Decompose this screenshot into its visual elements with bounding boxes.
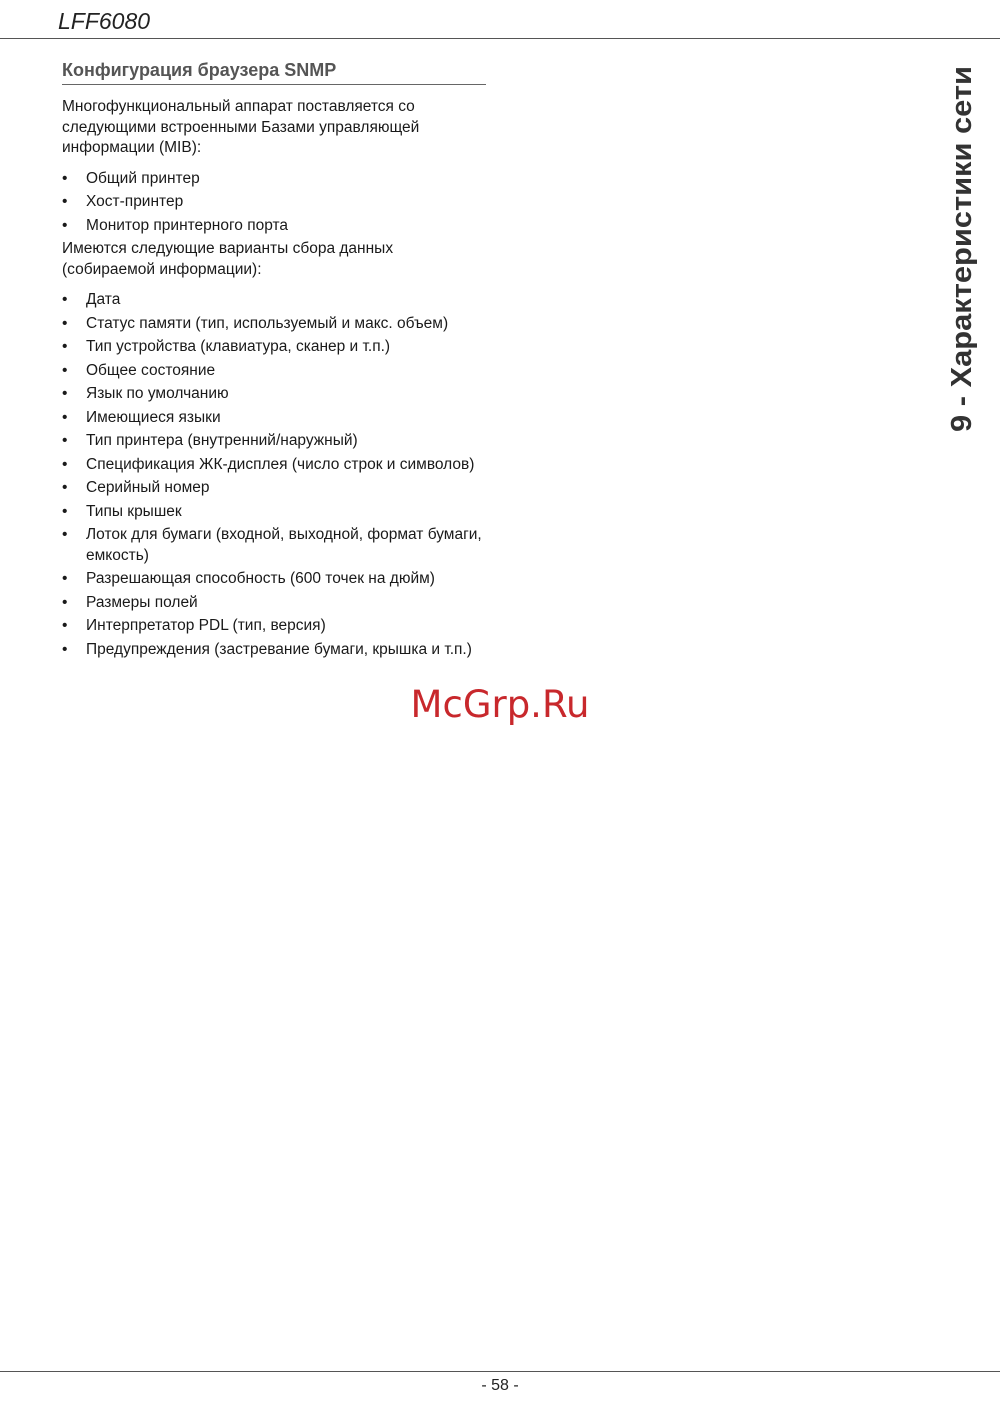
document-model-title: LFF6080 <box>58 8 151 34</box>
list-item <box>62 569 486 590</box>
main-content <box>62 60 486 663</box>
list-item <box>62 640 486 661</box>
bullet-icon: • <box>62 193 68 210</box>
list-item-text: Предупреждения (застревание бумаги, крышка и т.п.) <box>86 640 472 658</box>
list-item <box>62 455 486 476</box>
list-item <box>62 384 486 405</box>
list-item-text: Серийный номер <box>86 479 210 496</box>
list-item <box>62 478 486 499</box>
mib-intro-paragraph: Многофункциональный аппарат поставляется со следующими встроенными Базами управляющей информации (MIB): <box>62 98 420 156</box>
list-item-text: Тип принтера (внутренний/наружный) <box>86 432 358 449</box>
list-item <box>62 525 486 566</box>
list-item <box>62 616 486 637</box>
bullet-icon: • <box>62 432 68 449</box>
list-item <box>62 314 486 335</box>
list-item <box>62 361 486 382</box>
list-item-text: Типы крышек <box>86 502 182 520</box>
section-title: Конфигурация браузера SNMP <box>62 60 486 85</box>
bullet-icon: • <box>62 479 68 496</box>
list-item-text: Тип устройства (клавиатура, сканер и т.п.) <box>86 338 391 355</box>
list-item-text: Лоток для бумаги (входной, выходной, формат бумаги, емкость) <box>86 526 482 564</box>
chapter-side-tab-label: 9 - Характеристики сети <box>946 87 978 432</box>
bullet-icon: • <box>62 526 68 543</box>
mib-list <box>62 169 486 237</box>
bullet-icon: • <box>62 617 68 634</box>
bullet-icon: • <box>62 502 68 520</box>
chapter-side-tab <box>938 64 986 436</box>
list-item <box>62 337 486 358</box>
list-item-text: Размеры полей <box>86 593 198 611</box>
list-item-text: Монитор принтерного порта <box>86 216 289 234</box>
bullet-icon: • <box>62 338 68 355</box>
bullet-icon: • <box>62 216 68 234</box>
bullet-icon: • <box>62 455 68 473</box>
list-item <box>62 502 486 523</box>
bullet-icon: • <box>62 169 68 187</box>
bullet-icon: • <box>62 570 68 587</box>
watermark-logo: McGrp.Ru <box>410 683 590 726</box>
bullet-icon: • <box>62 593 68 611</box>
bullet-icon: • <box>62 408 68 426</box>
list-item <box>62 408 486 429</box>
bullet-icon: • <box>62 361 68 379</box>
list-item <box>62 593 486 614</box>
list-item-text: Имеющиеся языки <box>86 408 221 426</box>
list-item <box>62 216 486 237</box>
chapter-side-tab-graphic <box>938 64 986 436</box>
list-item-text: Спецификация ЖК-дисплея (число строк и символов) <box>86 455 475 473</box>
collection-options-list <box>62 290 486 660</box>
footer-divider <box>0 1371 1000 1372</box>
list-item <box>62 192 486 213</box>
header-divider <box>0 38 1000 39</box>
bullet-icon: • <box>62 385 68 402</box>
list-item <box>62 431 486 452</box>
list-item-text: Дата <box>86 291 121 308</box>
list-item <box>62 169 486 190</box>
list-item-text: Язык по умолчанию <box>86 385 229 402</box>
list-item-text: Статус памяти (тип, используемый и макс. объем) <box>86 314 449 332</box>
bullet-icon: • <box>62 640 68 658</box>
list-item-text: Разрешающая способность (600 точек на дюйм) <box>86 570 435 587</box>
collection-intro-paragraph: Имеются следующие варианты сбора данных (собираемой информации): <box>62 240 394 278</box>
bullet-icon: • <box>62 314 68 332</box>
list-item <box>62 290 486 311</box>
list-item-text: Хост-принтер <box>86 193 184 210</box>
page-number: - 58 - <box>481 1377 519 1394</box>
list-item-text: Общий принтер <box>86 169 200 187</box>
list-item-text: Интерпретатор PDL (тип, версия) <box>86 617 326 634</box>
bullet-icon: • <box>62 291 68 308</box>
list-item-text: Общее состояние <box>86 361 216 379</box>
